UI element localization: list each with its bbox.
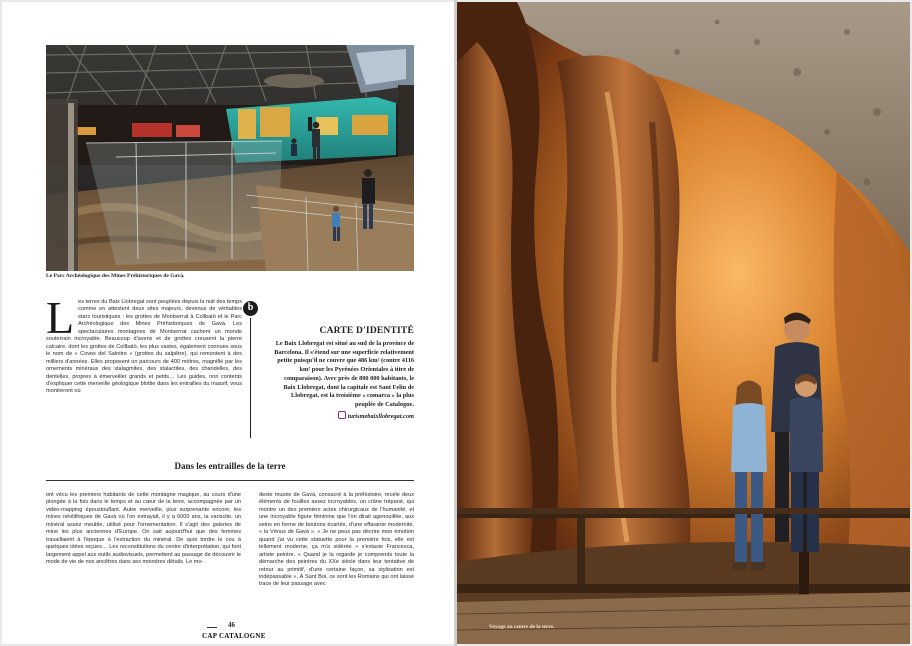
cave-photo <box>457 2 910 644</box>
section-badge: b <box>243 301 258 316</box>
photo-caption-right: Voyage au centre de la terre. <box>489 624 555 630</box>
body-text-b: deste musée de Gavà, consacré à la préhistoire, recèle deux éléments de fouilles assez incroyables, un crâne trépané, qui montre un des premiers actes chirurgicaux de l'humanité, et une incroyable figure féminine que l'on dirait agenouillée, aux seins en forme de boutons écartés, d'une effarante modernité, « la Vénus de Gavà ». « Je ne peux pas décrire mon émotion quand j'ai vu cette statuette pour la première fois, elle est tellement moderne, ça m'a sidérée » s'extasie Francesca, artiste peintre. « Quand je la regarde je comprends toute la démarche des peintres du XXe siècle dans leur tentative de retour au primitif, d'une certaine façon, sa stylisation est indépassable ». À Sant Boi, ce sont les Romains qui ont laissé trace de leur passage avec <box>259 492 414 588</box>
intro-text: es terres du Baix Llobregat sont peuplées depuis la nuit des temps comme en attestent deux sites majeurs, devenus de véritables stars touristiques : les grottes de Montserrat à Collbató et le Parc Archéologique des Mines Préhistoriques de Gavà. Les spectaculaires montagnes de Montserrat cachent un monde souterrain incroyable. Beaucoup d'avens et de grottes creusent la pierre calcaire, dont les grottes de Collbató, les plus vastes, également connues sous le nom de « Coves del Salnitre » (grottes du salpêtre), qui remontent à des milliers d'années. Elles proposent un parcours de 400 mètres, magnifié par les ornements minéraux des stalagmites, des stalactites, des chandelles, des dentelles, propres à émerveiller grands et petits… Les guides, non contents d'expliquer cette merveille géologique blottie dans les entrailles du massif, vous montreront où <box>46 299 242 395</box>
identity-link-text: turismebaixllobregat.com <box>347 412 414 420</box>
heading-rule <box>46 480 414 481</box>
identity-box <box>272 326 414 420</box>
body-column-a <box>46 492 241 567</box>
magazine-name: CAP CATALOGNE <box>202 632 266 640</box>
instagram-icon <box>338 411 346 419</box>
identity-title: CARTE D'IDENTITÉ <box>319 326 414 336</box>
body-column-b <box>259 492 414 589</box>
section-heading: Dans les entrailles de la terre <box>174 461 286 471</box>
left-page <box>2 2 454 644</box>
drop-cap: L <box>46 292 75 343</box>
museum-photo <box>46 45 414 271</box>
page-number: 46 <box>228 621 235 629</box>
identity-link[interactable] <box>272 411 414 420</box>
footer-rule <box>207 627 217 628</box>
identity-text: Le Baix Llobregat est situé au sud de la province de Barcelona. Il s'étend sur une superficie relativement petite puisqu'il ne couvre que 486 km² (contre 4116 km² pour les Pyrénées Orientales à titre de comparaison). Avec près de 800 000 habitants, le Baix Llobregat, dont la capitale est Sant Feliu de Llobregat, est la troisième « comarca » la plus peuplée de Catalogne. <box>274 340 414 408</box>
photo-caption: Le Parc Archéologique des Mines Préhistoriques de Gavà. <box>46 273 185 279</box>
vertical-rule <box>250 318 251 438</box>
intro-column <box>46 292 242 396</box>
body-text-a: ont vécu les premiers habitants de cette montagne magique, au cours d'une plongée à la fois dans le temps et au cœur de la terre, accompagnée par un vidéo-mapping époustouflant. Autre merveille, plus surprenante encore, les mines néolithiques de Gavà où l'on extrayait, il y a 6000 ans, la variscite, un minéral assez meuble, utilisé pour l'ornementation. Il s'agit des galeries de mine les plus anciennes d'Europe. On sait aujourd'hui que des femmes travaillaient à l'époque à l'extraction du minéral. De quoi tordre le cou à quelques idées reçues… Les reconstitutions du centre d'interprétation, qui font largement appel aux outils audiovisuels, permettent au passage de découvrir le mode de vie de nos ancêtres dans ses moindres détails. Le mo- <box>46 492 241 566</box>
right-page <box>457 2 910 644</box>
